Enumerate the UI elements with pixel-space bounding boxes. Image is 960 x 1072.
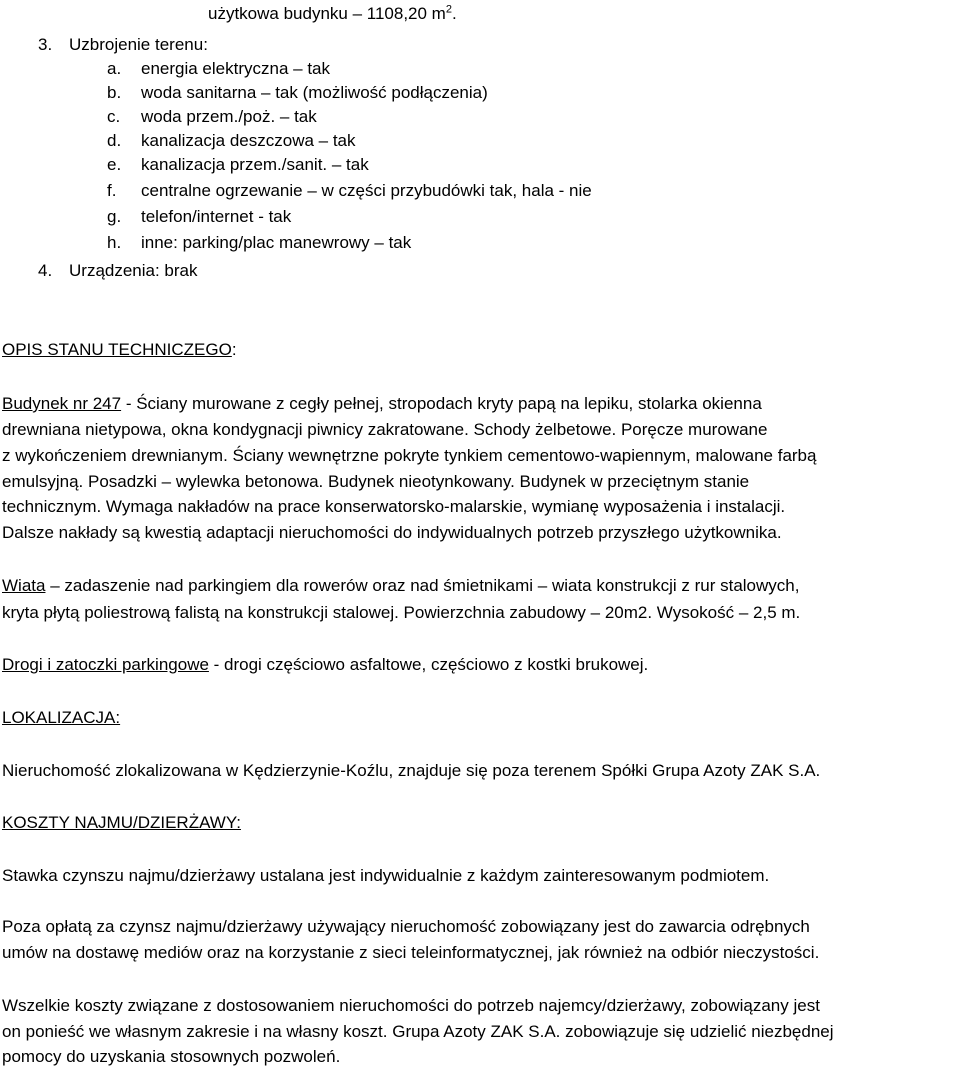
section-4-number: 4.	[38, 261, 53, 280]
list-item	[107, 131, 356, 151]
costs-paragraph-3-line	[2, 1022, 956, 1042]
location-heading	[2, 708, 120, 728]
technical-description-line	[2, 394, 956, 414]
list-item-text: woda przem./poż. – tak	[141, 107, 317, 126]
costs-heading	[2, 813, 241, 833]
list-item	[107, 181, 592, 201]
costs-paragraph-1	[2, 866, 769, 886]
location-text	[2, 761, 820, 781]
shelter-description-last-line	[2, 603, 800, 623]
section-3-title: Uzbrojenie terenu:	[69, 35, 208, 54]
list-item-text: inne: parking/plac manewrowy – tak	[141, 233, 412, 252]
technical-description-text: - Ściany murowane z cegły pełnej, stropodach kryty papą na lepiku, stolarka okienna	[121, 394, 762, 413]
costs-paragraph-2-last-line	[2, 943, 819, 963]
list-item	[107, 155, 369, 175]
list-item-text: kanalizacja deszczowa – tak	[141, 131, 356, 150]
technical-description-line	[2, 420, 956, 440]
section-3-number: 3.	[38, 35, 53, 54]
superscript-two: 2	[445, 3, 452, 16]
costs-text: Wszelkie koszty związane z dostosowaniem nieruchomości do potrzeb najemcy/dzierżawy, zobowiązany jest	[2, 996, 820, 1015]
costs-paragraph-3-line	[2, 996, 956, 1016]
list-item-text: centralne ogrzewanie – w części przybudówki tak, hala - nie	[141, 181, 592, 200]
list-item-marker: d.	[107, 131, 122, 150]
list-item-marker: c.	[107, 107, 121, 126]
technical-description-text: Dalsze nakłady są kwestią adaptacji nieruchomości do indywidualnych potrzeb przyszłego użytkownika.	[2, 523, 782, 542]
technical-condition-colon: :	[231, 340, 237, 359]
list-item-marker: a.	[107, 59, 122, 78]
shelter-label: Wiata	[2, 576, 46, 595]
section-4-text: Urządzenia: brak	[69, 261, 198, 280]
list-item-text: kanalizacja przem./sanit. – tak	[141, 155, 369, 174]
list-item	[107, 83, 488, 103]
list-item-marker: f.	[107, 181, 117, 200]
roads-text: - drogi częściowo asfaltowe, częściowo z kostki brukowej.	[208, 655, 649, 674]
technical-description-text: emulsyjną. Posadzki – wylewka betonowa. Budynek nieotynkowany. Budynek w przeciętnym stanie	[2, 472, 750, 491]
costs-text: pomocy do uzyskania stosownych pozwoleń.	[2, 1047, 341, 1066]
technical-description-text: technicznym. Wymaga nakładów na prace konserwatorsko-malarskie, wymianę wyposażenia i instalacji.	[2, 497, 786, 516]
technical-description-text: z wykończeniem drewnianym. Ściany wewnętrzne pokryte tynkiem cementowo-wapiennym, malowane farbą	[2, 446, 817, 465]
list-item	[107, 59, 330, 79]
building-label: Budynek nr 247	[2, 394, 122, 413]
shelter-text: kryta płytą poliestrową falistą na konstrukcji stalowej. Powierzchnia zabudowy – 20m2. Wysokość – 2,5 m.	[2, 603, 801, 622]
technical-condition-heading	[2, 340, 237, 360]
shelter-description-line	[2, 576, 956, 596]
roads-label: Drogi i zatoczki parkingowe	[2, 655, 209, 674]
costs-text: umów na dostawę mediów oraz na korzystanie z sieci teleinformatycznej, jak również na odbiór nieczystości.	[2, 943, 820, 962]
technical-description-text: drewniana nietypowa, okna kondygnacji piwnicy zakratowane. Schody żelbetowe. Poręcze murowane	[2, 420, 768, 439]
shelter-text: – zadaszenie nad parkingiem dla rowerów oraz nad śmietnikami – wiata konstrukcji z rur stalowych,	[45, 576, 800, 595]
costs-paragraph-2-line	[2, 917, 956, 937]
usable-area-line	[208, 4, 457, 24]
list-item-marker: e.	[107, 155, 122, 174]
technical-description-line	[2, 497, 956, 517]
list-item	[107, 233, 411, 253]
usable-area-tail: .	[451, 4, 457, 23]
location-title: LOKALIZACJA:	[2, 708, 121, 727]
list-item-text: energia elektryczna – tak	[141, 59, 330, 78]
technical-description-last-line	[2, 523, 782, 543]
section-3-heading	[38, 35, 208, 55]
section-4-heading	[38, 261, 198, 281]
roads-description	[2, 655, 648, 675]
list-item-marker: b.	[107, 83, 122, 102]
list-item	[107, 207, 291, 227]
list-item	[107, 107, 317, 127]
list-item-text: telefon/internet - tak	[141, 207, 292, 226]
costs-paragraph-3-last-line	[2, 1047, 340, 1067]
location-description: Nieruchomość zlokalizowana w Kędzierzynie-Koźlu, znajduje się poza terenem Spółki Grupa Azoty ZAK S.A.	[2, 761, 821, 780]
costs-text: on ponieść we własnym zakresie i na własny koszt. Grupa Azoty ZAK S.A. zobowiązuje się udzielić niezbędnej	[2, 1022, 834, 1041]
costs-text: Poza opłatą za czynsz najmu/dzierżawy używający nieruchomość zobowiązany jest do zawarcia odrębnych	[2, 917, 810, 936]
usable-area-text: użytkowa budynku – 1108,20 m	[208, 4, 446, 23]
technical-description-line	[2, 472, 956, 492]
costs-text: Stawka czynszu najmu/dzierżawy ustalana jest indywidualnie z każdym zainteresowanym podmiotem.	[2, 866, 770, 885]
list-item-marker: g.	[107, 207, 122, 226]
list-item-marker: h.	[107, 233, 122, 252]
technical-condition-title: OPIS STANU TECHNICZEGO	[2, 340, 232, 359]
technical-description-line	[2, 446, 956, 466]
list-item-text: woda sanitarna – tak (możliwość podłączenia)	[141, 83, 488, 102]
costs-title: KOSZTY NAJMU/DZIERŻAWY:	[2, 813, 241, 832]
